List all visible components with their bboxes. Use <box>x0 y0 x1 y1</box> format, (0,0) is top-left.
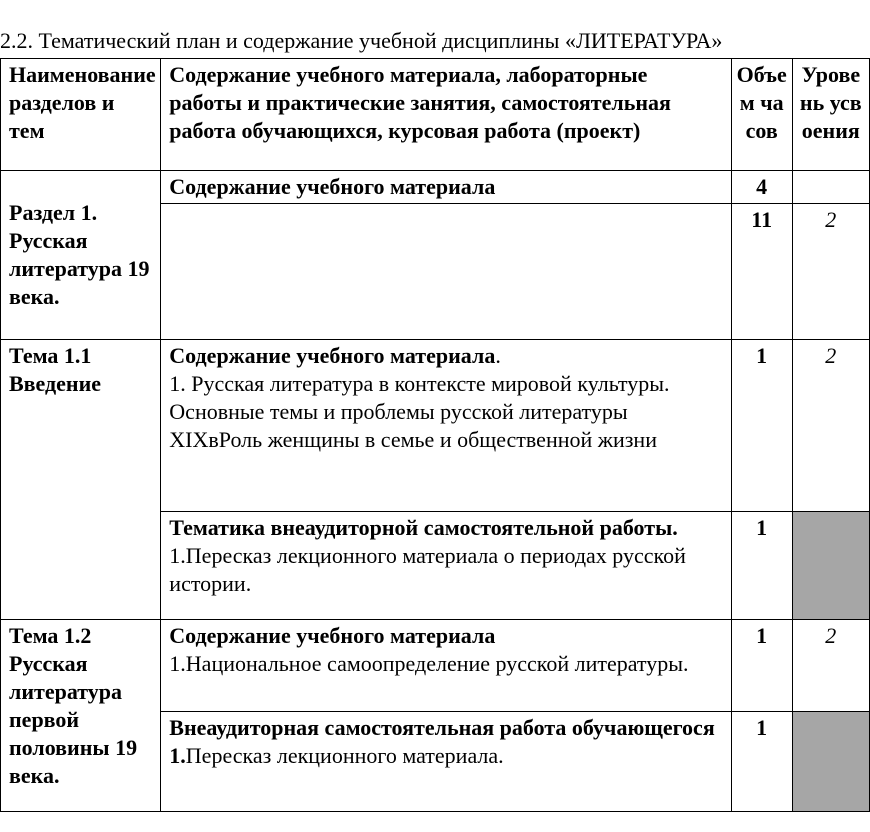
header-hours: Объем часов <box>731 59 792 171</box>
topic-1-2-hours: 1 <box>731 620 792 712</box>
header-content: Содержание учебного материала, лабораторные работы и практические занятия, самостоятельная работа обучающихся, курсовая работа (проект) <box>161 59 731 171</box>
topic-1-2-self-item-text: Пересказ лекционного материала. <box>185 743 504 768</box>
topic-1-1-self-level-shaded <box>792 512 869 620</box>
topic-1-1-hours: 1 <box>731 340 792 512</box>
topic-1-2-self-hours: 1 <box>731 712 792 812</box>
table-row <box>1 620 870 712</box>
topic-1-1-self-heading: Тематика внеаудиторной самостоятельной работы. <box>169 515 678 540</box>
topic-1-1-self-item: 1.Пересказ лекционного материала о периодах русской истории. <box>169 543 686 596</box>
table-row <box>1 340 870 512</box>
section-1-hours: 4 <box>731 171 792 204</box>
thematic-plan-table <box>0 58 870 812</box>
header-sections-topics: Наименование разделов и тем <box>1 59 161 171</box>
topic-1-2-self-work <box>161 712 731 812</box>
topic-1-1-content-heading: Содержание учебного материала <box>169 343 496 368</box>
section-1-level-empty <box>792 171 869 204</box>
topic-1-1-content <box>161 340 731 512</box>
topic-1-2-self-item <box>169 742 722 770</box>
table-row <box>1 171 870 204</box>
page-title: 2.2. Тематический план и содержание учебной дисциплины «ЛИТЕРАТУРА» <box>0 28 723 53</box>
topic-1-1-level: 2 <box>792 340 869 512</box>
topic-1-2-level: 2 <box>792 620 869 712</box>
topic-1-2-content <box>161 620 731 712</box>
section-1-name: Раздел 1. Русская литература 19 века. <box>1 171 161 340</box>
header-level: Уровень усвоения <box>792 59 869 171</box>
topic-1-2-self-heading: Внеаудиторная самостоятельная работа обучающегося <box>169 715 715 740</box>
section-1-content-heading: Содержание учебного материала <box>161 171 731 204</box>
topic-1-2-self-level-shaded <box>792 712 869 812</box>
topic-1-1-content-item-1: 1. Русская литература в контексте мировой культуры. <box>169 371 670 396</box>
section-1-content-empty <box>161 204 731 340</box>
topic-1-1-self-hours: 1 <box>731 512 792 620</box>
table-header-row <box>1 59 870 171</box>
topic-1-1-name: Тема 1.1 Введение <box>1 340 161 620</box>
topic-1-2-self-item-number: 1. <box>169 743 186 768</box>
topic-1-2-content-item-1: 1.Национальное самоопределение русской литературы. <box>169 651 689 676</box>
topic-1-1-content-item-2: Основные темы и проблемы русской литературы XIXвРоль женщины в семье и общественной жизни <box>169 399 657 452</box>
topic-1-1-heading-dot: . <box>495 343 501 368</box>
section-1-level: 2 <box>792 204 869 340</box>
topic-1-1-self-work <box>161 512 731 620</box>
topic-1-2-name: Тема 1.2 Русская литература первой половины 19 века. <box>1 620 161 812</box>
section-1-total-hours: 11 <box>731 204 792 340</box>
topic-1-2-content-heading: Содержание учебного материала <box>169 623 496 648</box>
